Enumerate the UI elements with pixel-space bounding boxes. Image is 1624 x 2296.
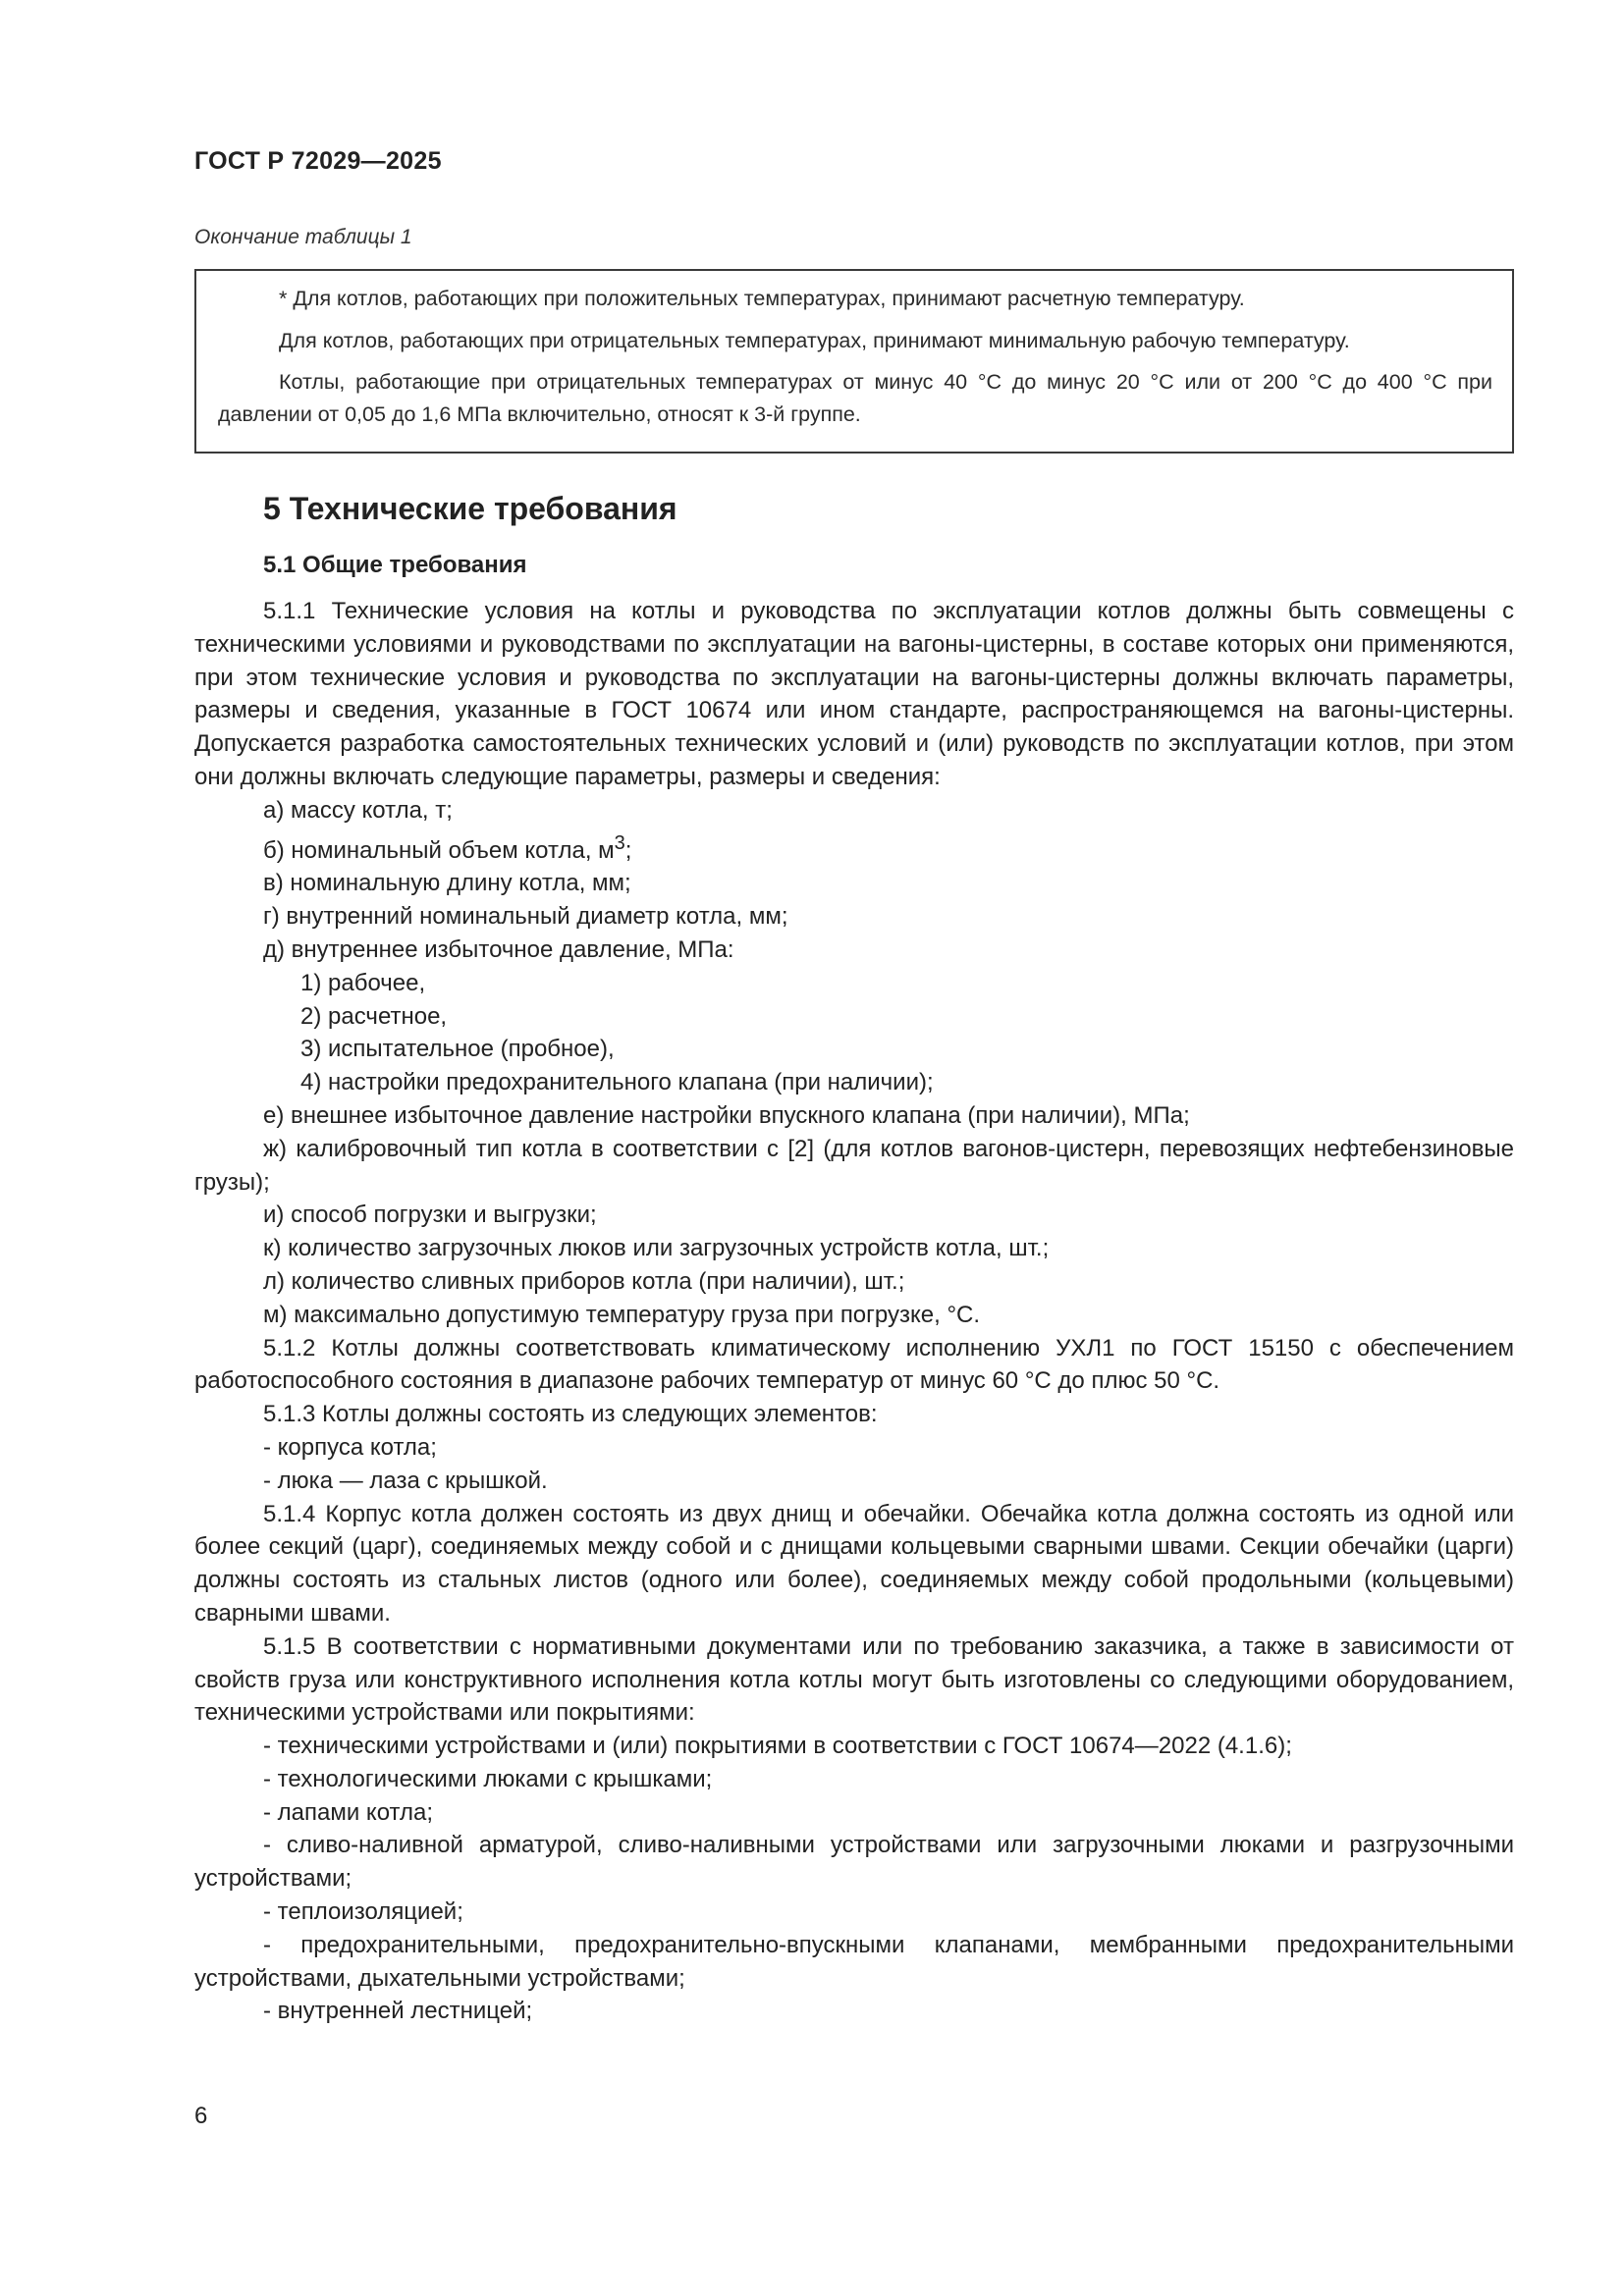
- list-item: д) внутреннее избыточное давление, МПа:: [263, 935, 734, 963]
- footnote-3: Котлы, работающие при отрицательных температурах от минус 40 °С до минус 20 °С или от 200 °С до 400 °С при давлении от 0,05 до 1,6 МПа включительно, относят к 3-й группе.: [218, 370, 1492, 426]
- list-item: - внутренней лестницей;: [263, 1998, 533, 2025]
- list-item: - люка — лаза с крышкой.: [263, 1467, 548, 1494]
- list-item: [194, 828, 1514, 868]
- list-item: в) номинальную длину котла, мм;: [263, 870, 631, 897]
- list-item-end: ;: [624, 836, 632, 864]
- list-item: - лапами котла;: [263, 1798, 434, 1826]
- document-body: [194, 595, 1514, 2028]
- list-item: м) максимально допустимую температуру груза при погрузке, °С.: [263, 1301, 981, 1328]
- sub-list-item: 3) испытательное (пробное),: [300, 1036, 615, 1063]
- section-title: 5 Технические требования: [263, 491, 677, 526]
- table-footnote-box: [194, 269, 1514, 454]
- superscript: 3: [614, 831, 625, 854]
- list-item: е) внешнее избыточное давление настройки впускного клапана (при наличии), МПа;: [263, 1101, 1190, 1129]
- list-item-text: б) номинальный объем котла, м: [263, 836, 615, 864]
- list-item: - техническими устройствами и (или) покрытиями в соответствии с ГОСТ 10674—2022 (4.1.6);: [263, 1733, 1292, 1760]
- list-item: - корпуса котла;: [263, 1433, 437, 1461]
- list-item: и) способ погрузки и выгрузки;: [263, 1201, 597, 1229]
- footnote-2: Для котлов, работающих при отрицательных температурах, принимают минимальную рабочую температуру.: [279, 328, 1350, 352]
- list-item: к) количество загрузочных люков или загрузочных устройств котла, шт.;: [263, 1235, 1050, 1262]
- page-number: 6: [194, 2103, 208, 2129]
- list-item: - технологическими люками с крышками;: [263, 1765, 713, 1792]
- list-item: - сливо-наливной арматурой, сливо-наливными устройствами или загрузочными люками и разгрузочными устройствами;: [194, 1832, 1514, 1893]
- clause-5-1-1: 5.1.1 Технические условия на котлы и руководства по эксплуатации котлов должны быть совмещены с техническими условиями и руководствами по эксплуатации на вагоны-цистерны, в составе которых они применяются, при этом технические условия и руководства по эксплуатации на вагоны-цистерны должны включать параметры, размеры и сведения, указанные в ГОСТ 10674 или ином стандарте, распространяющемся на вагоны-цистерны. Допускается разработка самостоятельных технических условий и (или) руководств по эксплуатации котлов, при этом они должны включать следующие параметры, размеры и сведения:: [194, 598, 1514, 790]
- document-header: ГОСТ Р 72029—2025: [194, 147, 442, 175]
- sub-list-item: 2) расчетное,: [300, 1002, 448, 1030]
- list-item: л) количество сливных приборов котла (при наличии), шт.;: [263, 1267, 905, 1295]
- list-item: а) массу котла, т;: [263, 796, 453, 824]
- sub-list-item: 1) рабочее,: [300, 969, 426, 996]
- list-item: г) внутренний номинальный диаметр котла, мм;: [263, 903, 788, 931]
- table-caption: Окончание таблицы 1: [194, 226, 412, 248]
- footnote-1: * Для котлов, работающих при положительных температурах, принимают расчетную температуру.: [279, 287, 1245, 310]
- list-item: ж) калибровочный тип котла в соответствии с [2] (для котлов вагонов-цистерн, перевозящих нефтебензиновые грузы);: [194, 1135, 1514, 1196]
- clause-5-1-2: 5.1.2 Котлы должны соответствовать климатическому исполнению УХЛ1 по ГОСТ 15150 с обеспечением работоспособного состояния в диапазоне рабочих температур от минус 60 °С до плюс 50 °С.: [194, 1334, 1514, 1395]
- clause-5-1-3: 5.1.3 Котлы должны состоять из следующих элементов:: [263, 1401, 878, 1428]
- list-item: - предохранительными, предохранительно-впускными клапанами, мембранными предохранительными устройствами, дыхательными устройствами;: [194, 1931, 1514, 1992]
- list-item: - теплоизоляцией;: [263, 1898, 463, 1926]
- clause-5-1-4: 5.1.4 Корпус котла должен состоять из двух днищ и обечайки. Обечайка котла должна состоять из одной или более секций (царг), соединяемых между собой и с днищами кольцевыми сварными швами. Секции обечайки (царги) должны состоять из стальных листов (одного или более), соединяемых между собой продольными (кольцевыми) сварными швами.: [194, 1500, 1514, 1627]
- sub-list-item: 4) настройки предохранительного клапана (при наличии);: [300, 1069, 934, 1096]
- clause-5-1-5: 5.1.5 В соответствии с нормативными документами или по требованию заказчика, а также в зависимости от свойств груза или конструктивного исполнения котла котлы могут быть изготовлены со следующими оборудованием, техническими устройствами или покрытиями:: [194, 1632, 1514, 1727]
- subsection-title: 5.1 Общие требования: [263, 552, 527, 578]
